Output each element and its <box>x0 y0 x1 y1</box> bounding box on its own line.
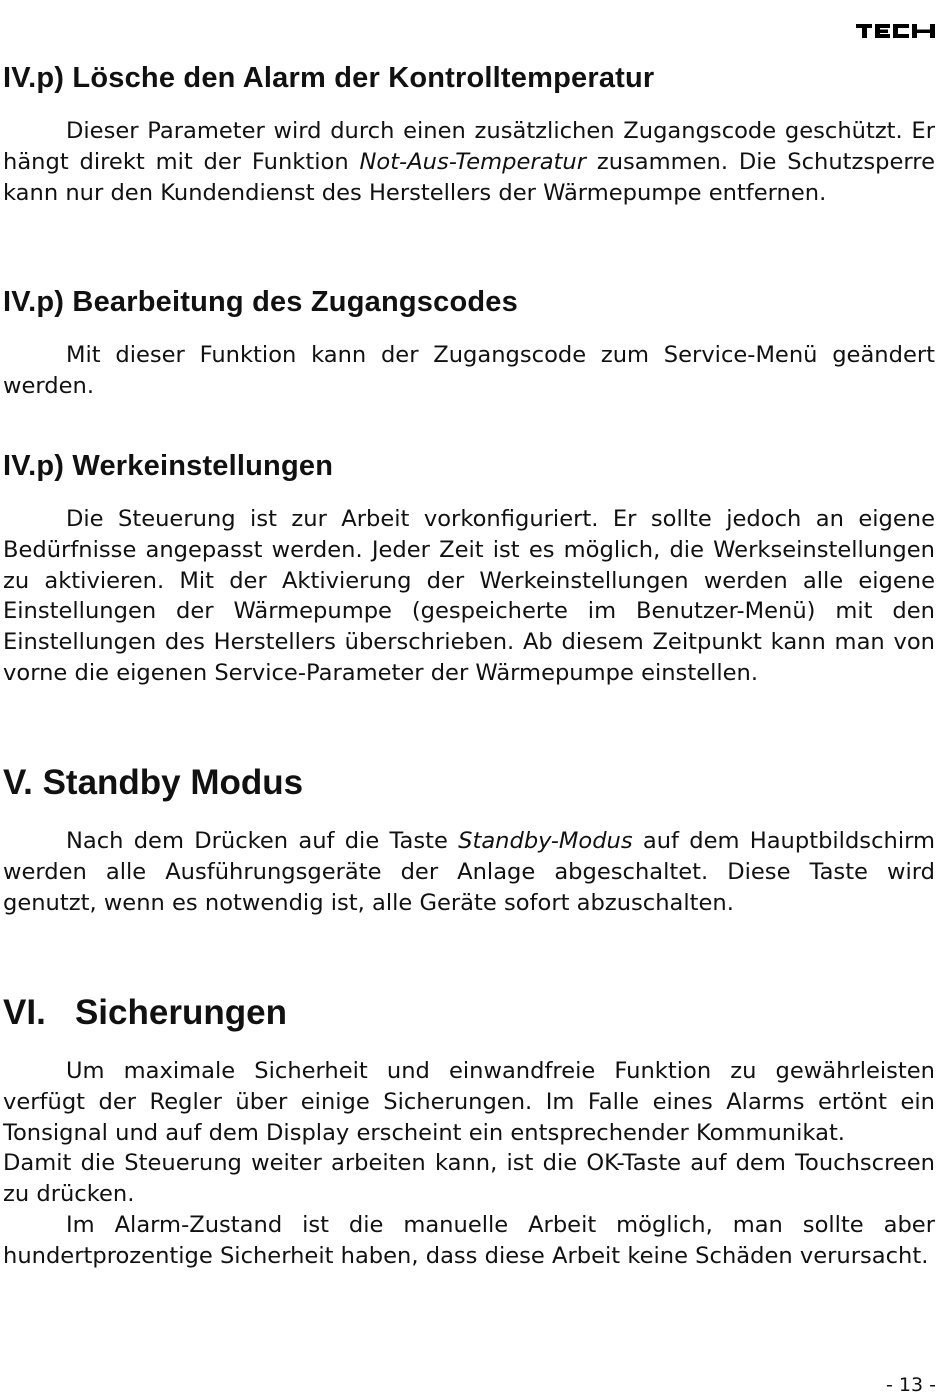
paragraph: Nach dem Drücken auf die Taste Standby-Modus auf dem Hauptbildschirm werden alle Ausführungsgeräte der Anlage abgeschaltet. Diese Taste wird genutzt, wenn es notwendig ist, alle Geräte sofort abzuschalten. <box>3 828 935 916</box>
tech-logo <box>856 22 936 40</box>
section-heading: IV.p) Lösche den Alarm der Kontrolltemperatur <box>3 62 655 94</box>
chapter-heading: V. Standby Modus <box>3 763 304 802</box>
section-heading: IV.p) Bearbeitung des Zugangscodes <box>3 286 518 318</box>
chapter-heading: VI. Sicherungen <box>3 993 287 1032</box>
section-heading: IV.p) Werkeinstellungen <box>3 450 334 482</box>
paragraph: Im Alarm-Zustand ist die manuelle Arbeit möglich, man sollte aber hundertprozentige Sicherheit haben, dass diese Arbeit keine Schäden verursacht. <box>3 1211 935 1269</box>
page-number: - 13 - <box>886 1374 936 1396</box>
emphasis-text: Not-Aus-Temperatur <box>359 148 587 175</box>
section-body <box>3 1056 935 1272</box>
paragraph: Damit die Steuerung weiter arbeiten kann, ist die OK-Taste auf dem Touchscreen zu drücken. <box>3 1150 935 1208</box>
paragraph: Mit dieser Funktion kann der Zugangscode zum Service-Menü geändert werden. <box>3 342 935 399</box>
paragraph: Die Steuerung ist zur Arbeit vorkonfiguriert. Er sollte jedoch an eigene Bedürfnisse angepasst werden. Jeder Zeit ist es möglich, die Werkseinstellungen zu aktivieren. Mit der Aktivierung der Werkeinstellungen werden alle eigene Einstellungen der Wärmepumpe (gespeicherte im Benutzer-Menü) mit den Einstellungen des Herstellers überschrieben. Ab diesem Zeitpunkt kann man von vorne die eigenen Service-Parameter der Wärmepumpe einstellen. <box>3 506 935 686</box>
paragraph: Dieser Parameter wird durch einen zusätzlichen Zugangscode geschützt. Er hängt direkt mit der Funktion Not-Aus-Temperatur zusammen. Die Schutzsperre kann nur den Kundendienst des Herstellers der Wärmepumpe entfernen. <box>3 118 935 206</box>
emphasis-text: Standby-Modus <box>458 828 633 854</box>
paragraph: Um maximale Sicherheit und einwandfreie Funktion zu gewährleisten verfügt der Regler über einige Sicherungen. Im Falle eines Alarms ertönt ein Tonsignal und auf dem Display erscheint ein entsprechender Kommunikat. <box>3 1058 935 1146</box>
